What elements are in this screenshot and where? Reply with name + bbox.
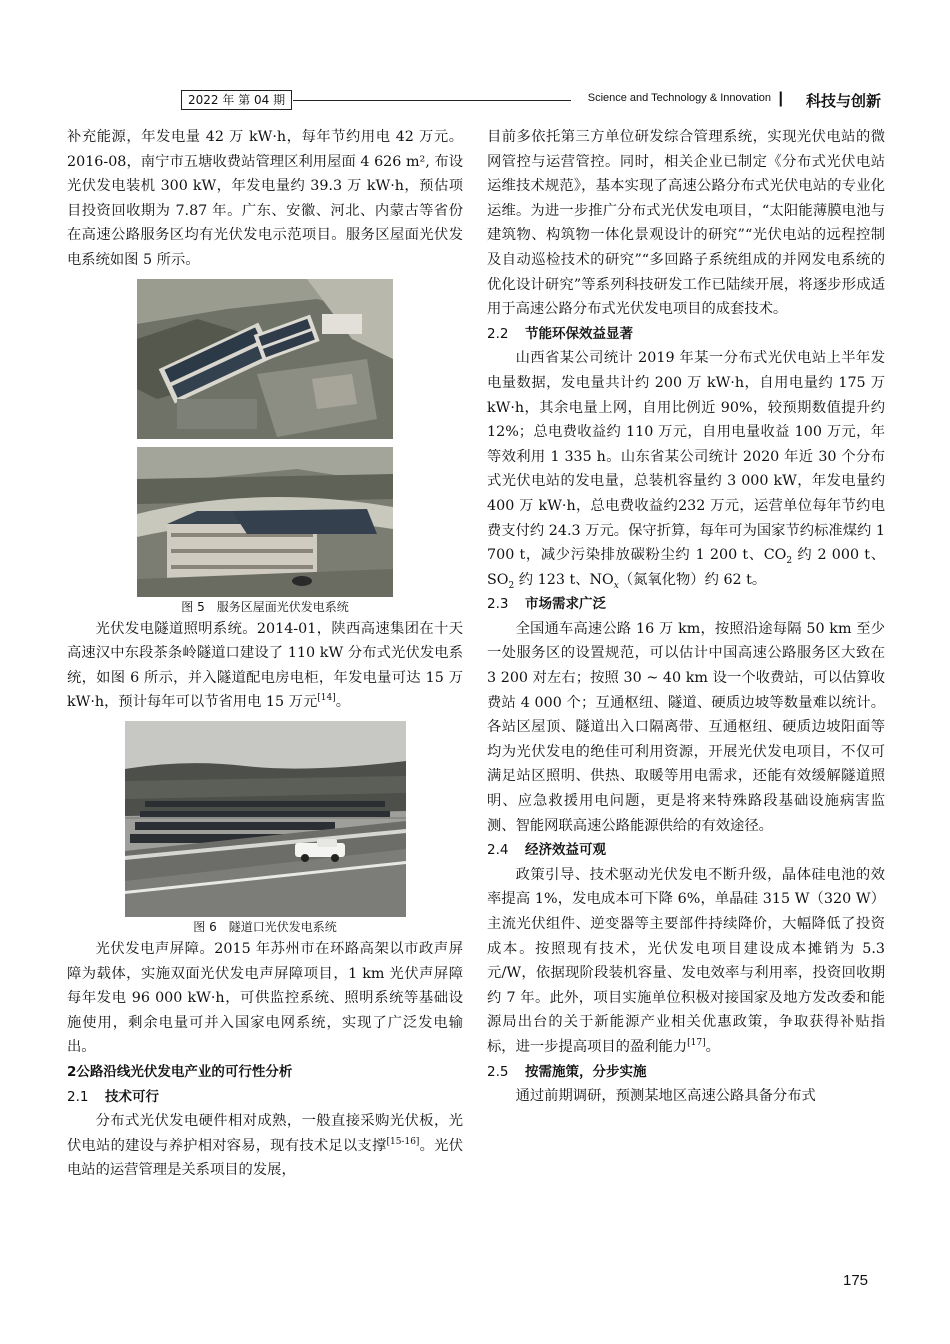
section-number: 2 [67, 1063, 77, 1080]
page-header [181, 90, 881, 112]
paragraph: 光伏发电声屏障。2015 年苏州市在环路高架以市政声屏障为载体，实施双面光伏发电声屏障项目，1 km 光伏声屏障每年发电 96 000 kW·h，可供监控系统、照明系统等基础设施使用，剩余电量可并入国家电网系统，实现了广泛发电输出。 [67, 940, 463, 1056]
subscript: x [613, 580, 619, 591]
figure-6-photo [125, 721, 406, 917]
subsection-heading [487, 1060, 885, 1085]
subsection-heading [67, 1085, 463, 1110]
paragraph-text: 光伏发电隧道照明系统。2014-01，陕西高速集团在十天高速汉中东段茶条岭隧道口建设了 110 kW 分布式光伏发电系统，如图 6 所示，并入隧道配电房电柜，年发电量可达 15 万 kW·h，预计每年可以节省用电 15 万元 [67, 620, 463, 711]
right-column [487, 125, 885, 1109]
subsection-title: 节能环保效益显著 [525, 325, 633, 342]
paragraph [67, 1109, 463, 1183]
figure-5-photo [137, 279, 393, 597]
subsection-title: 技术可行 [105, 1088, 159, 1105]
subsection-title: 市场需求广泛 [525, 596, 606, 613]
citation: [17] [687, 1038, 706, 1049]
subsection-heading [487, 838, 885, 863]
citation: [14] [317, 693, 336, 704]
subsection-number: 2.2 [487, 325, 509, 342]
paragraph-text: 。 [335, 694, 351, 711]
header-separator: | [778, 90, 783, 107]
paragraph: 全国通车高速公路 16 万 km，按照沿途每隔 50 km 至少一处服务区的设置规范，可以估计中国高速公路服务区大致在 3 200 对左右；按照 30 ~ 40 km 设一个收费站，可以估算收费站 4 000 个；互通枢纽、隧道、硬质边坡等数量难以统计。各站区屋顶、隧道出入口隔离带、互通枢纽、硬质边坡阳面等均为光伏发电的绝佳可利用资源，开展光伏发电项目，不仅可满足站区照明、供热、取暖等用电需求，还能有效缓解隧道照明、应急救援用电问题，更是将来特殊路段基础设施病害监测、智能网联高速公路能源供给的有效途径。 [487, 620, 885, 834]
section-heading [67, 1060, 463, 1085]
header-rule [293, 100, 571, 101]
paragraph-text: 约 123 t、NO [514, 571, 614, 588]
subsection-title: 按需施策，分步实施 [525, 1063, 647, 1080]
paragraph-text: 政策引导、技术驱动光伏发电不断升级，晶体硅电池的效率提高 1%，发电成本可下降 6%，单晶硅 315 W（320 W）主流光伏组件、逆变器等主要部件持续降价，大幅降低了投资成本。按照现有技术，光伏发电项目建设成本摊销为 5.3 元/W，依据现阶段装机容量、发电效率与利用率，投资回收期约 7 年。此外，项目实施单位积极对接国家及地方发改委和能源局出台的关于新能源产业相关优惠政策，争取获得补贴指标，进一步提高项目的盈利能力 [487, 866, 885, 1055]
subscript: 2 [786, 555, 793, 566]
subscript: 2 [508, 580, 515, 591]
page-number: 175 [843, 1272, 869, 1289]
paragraph-text: 。光伏电站的运营管理是关系项目的发展， [67, 1137, 464, 1179]
subsection-heading [487, 322, 885, 347]
left-column [67, 125, 463, 1183]
subsection-number: 2.3 [487, 596, 509, 613]
paragraph-text: 山西省某公司统计 2019 年某一分布式光伏电站上半年发电量数据，发电量共计约 200 万 kW·h，自用电量约 175 万 kW·h，其余电量上网，自用比例近 90%，较预期数值提升约 12%；总电费收益约 110 万元，自用电量收益 100 万元，年等效利用 1 335 h。山东省某公司统计 2020 年近 30 个分布式光伏电站的发电量，总装机容量约 3 000 kW，年发电量约 400 万 kW·h，总电费收益约232 万元，运营单位每年节约电费支付约 24.3 万元。保守折算，每年可为国家节约标准煤约 1 700 t，减少污染排放碳粉尘约 1 200 t、CO [487, 350, 885, 564]
journal-name-en: Science and Technology & Innovation [587, 92, 771, 104]
paragraph: 通过前期调研，预测某地区高速公路具备分布式 [515, 1088, 816, 1105]
issue-label: 2022 年 第 04 期 [181, 90, 292, 110]
section-title: 公路沿线光伏发电产业的可行性分析 [76, 1063, 293, 1080]
subsection-title: 经济效益可观 [525, 842, 606, 859]
subsection-number: 2.5 [487, 1063, 509, 1080]
figure-6-caption: 图 6 隧道口光伏发电系统 [193, 919, 337, 934]
figure-5-caption: 图 5 服务区屋面光伏发电系统 [181, 599, 349, 614]
paragraph [487, 863, 885, 1060]
paragraph-text: 约 2 000 t、SO [487, 547, 885, 588]
paragraph-text: 。 [705, 1038, 720, 1055]
paragraph [67, 617, 463, 715]
journal-name-cn: 科技与创新 [805, 92, 881, 110]
paragraph: 补充能源，年发电量 42 万 kW·h，每年节约用电 42 万元。2016-08，南宁市五塘收费站管理区利用屋面 4 626 m², 布设光伏发电装机 300 kW，年发电量约 39.3 万 kW·h，预估项目投资回收期为 7.87 年。广东、安徽、河北、内蒙古等省份在高速公路服务区均有光伏发电示范项目。服务区屋面光伏发电系统如图 5 所示。 [67, 129, 463, 268]
paragraph: 目前多依托第三方单位研发综合管理系统，实现光伏电站的微网管控与运营管控。同时，相关企业已制定《分布式光伏电站运维技术规范》，基本实现了高速公路分布式光伏电站的专业化运维。为进一步推广分布式光伏发电项目，“太阳能薄膜电池与建筑物、构筑物一体化景观设计的研究”“光伏电站的远程控制及自动巡检技术的研究”“多回路子系统组成的并网发电系统的优化设计研究”等系列科技研发工作已陆续开展，将逐步形成适用于高速公路分布式光伏发电项目的成套技术。 [487, 129, 885, 318]
citation: [15-16] [386, 1136, 420, 1147]
paragraph [487, 346, 885, 592]
paragraph-text: 分布式光伏发电硬件相对成熟，一般直接采购光伏板，光伏电站的建设与养护相对容易，现有技术足以支撑 [67, 1113, 463, 1154]
paragraph-text: （氮氧化物）约 62 t。 [618, 571, 767, 588]
subsection-number: 2.1 [67, 1088, 89, 1105]
subsection-heading [487, 592, 885, 617]
subsection-number: 2.4 [487, 842, 509, 859]
